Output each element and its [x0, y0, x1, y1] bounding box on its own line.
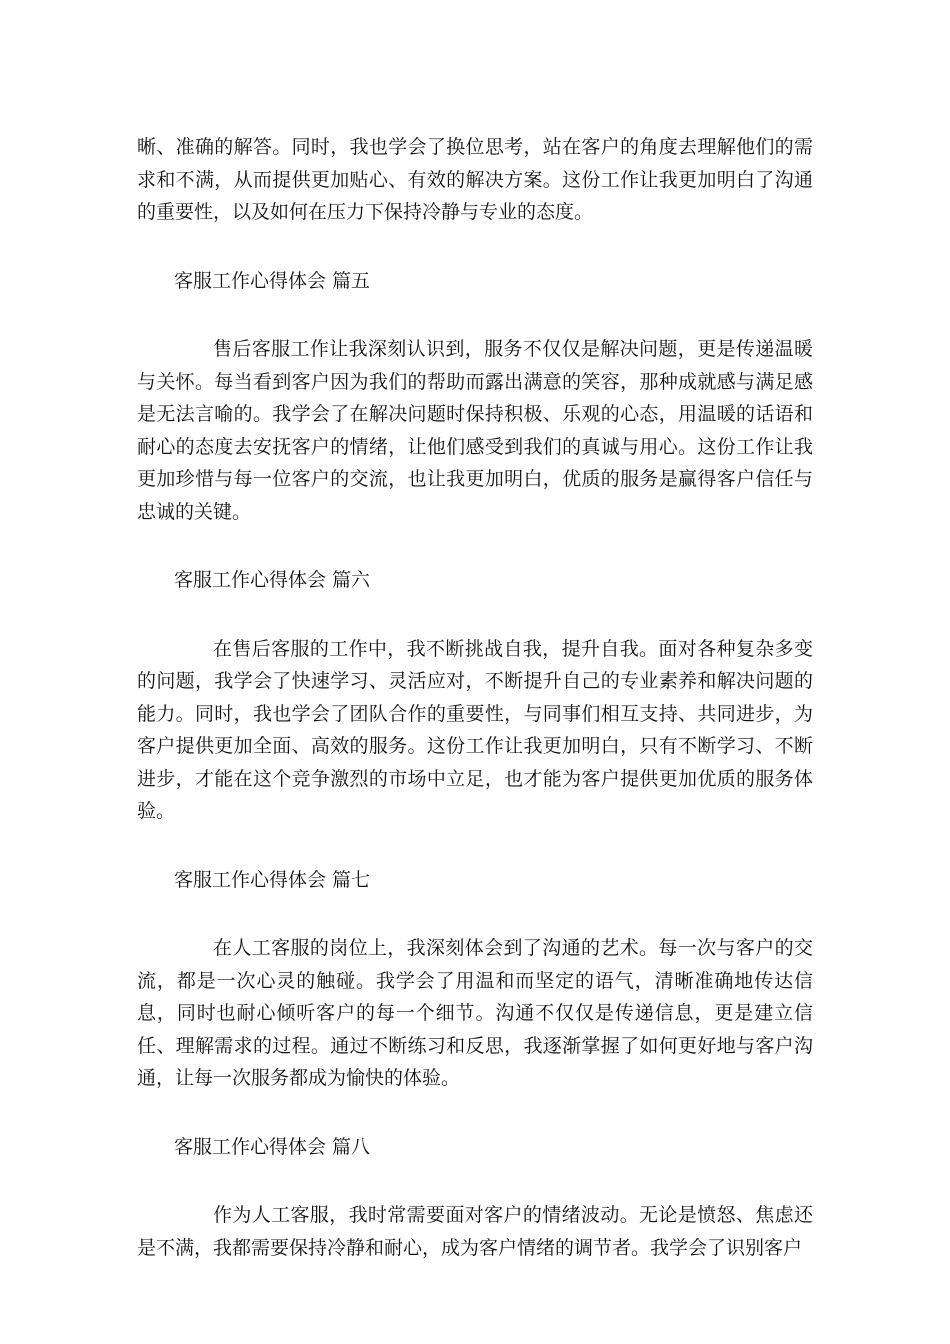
- section-heading-7: 客服工作心得体会 篇七: [174, 868, 371, 891]
- section-body-5: 售后客服工作让我深刻认识到，服务不仅仅是解决问题，更是传递温暖与关怀。每当看到客户因为我们的帮助而露出满意的笑容，那种成就感与满足感是无法言喻的。我学会了在解决问题时保持积极、乐观的心态，用温暖的话语和耐心的态度去安抚客户的情绪，让他们感受到我们的真诚与用心。这份工作让我更加珍惜与每一位客户的交流，也让我更加明白，优质的服务是赢得客户信任与忠诚的关键。: [137, 338, 813, 523]
- paragraph-continued: 晰、准确的解答。同时，我也学会了换位思考，站在客户的角度去理解他们的需求和不满，从而提供更加贴心、有效的解决方案。这份工作让我更加明白了沟通的重要性，以及如何在压力下保持冷静与专业的态度。: [137, 136, 813, 223]
- section-body-8: 作为人工客服，我时常需要面对客户的情绪波动。无论是愤怒、焦虑还是不满，我都需要保持冷静和耐心，成为客户情绪的调节者。我学会了识别客户: [137, 1204, 813, 1259]
- section-body-7: 在人工客服的岗位上，我深刻体会到了沟通的艺术。每一次与客户的交流，都是一次心灵的触碰。我学会了用温和而坚定的语气，清晰准确地传达信息，同时也耐心倾听客户的每一个细节。沟通不仅仅是传递信息，更是建立信任、理解需求的过程。通过不断练习和反思，我逐渐掌握了如何更好地与客户沟通，让每一次服务都成为愉快的体验。: [137, 937, 813, 1089]
- section-body-6: 在售后客服的工作中，我不断挑战自我，提升自我。面对各种复杂多变的问题，我学会了快速学习、灵活应对，不断提升自己的专业素养和解决问题的能力。同时，我也学会了团队合作的重要性，与同事们相互支持、共同进步，为客户提供更加全面、高效的服务。这份工作让我更加明白，只有不断学习、不断进步，才能在这个竞争激烈的市场中立足，也才能为客户提供更加优质的服务体验。: [137, 637, 813, 822]
- section-heading-6: 客服工作心得体会 篇六: [174, 569, 371, 591]
- document-page: [137, 131, 813, 1264]
- section-heading-8: 客服工作心得体会 篇八: [174, 1135, 371, 1158]
- section-heading-5: 客服工作心得体会 篇五: [174, 269, 371, 292]
